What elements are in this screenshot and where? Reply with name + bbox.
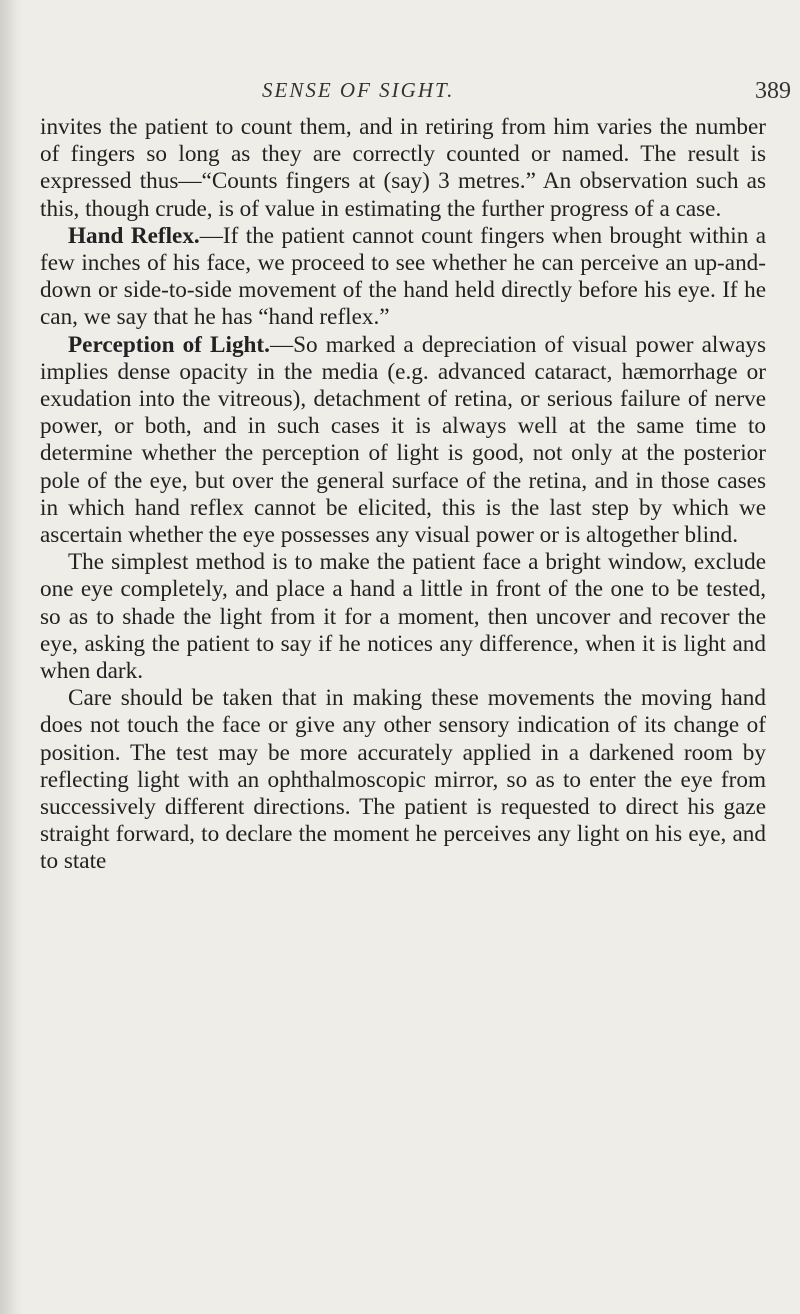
running-title: SENSE OF SIGHT.: [262, 78, 455, 102]
section-heading-hand-reflex: Hand Reflex.: [68, 222, 200, 249]
running-head: [0, 72, 800, 112]
page-edge-shadow: [0, 0, 22, 1314]
paragraph-hand-reflex: [40, 223, 766, 332]
paragraph-continuation: [40, 114, 766, 223]
page-number: 389: [755, 78, 791, 104]
body-text: [40, 114, 766, 876]
section-heading-perception-of-light: Perception of Light.: [68, 331, 270, 358]
paragraph-text: invites the patient to count them, and in retiring from him varies the number of fingers so long as they are correctly counted or named. The result is expressed thus—“Counts fingers at (say) 3 metres.” An observation such as this, though crude, is of value in estimating the further progress of a case.: [40, 114, 766, 222]
paragraph-text: —So marked a depreciation of visual power always implies dense opacity in the media (e.g. advanced cataract, hæmorrhage or exudation into the vitreous), detachment of retina, or serious failure of nerve power, or both, and in such cases it is always well at the same time to determine whether the perception of light is good, not only at the posterior pole of the eye, but over the general surface of the retina, and in those cases in which hand reflex cannot be elicited, this is the last step by which we ascertain whether the eye possesses any visual power or is altogether blind.: [40, 331, 766, 549]
paragraph-text: The simplest method is to make the patient face a bright window, exclude one eye completely, and place a hand a little in front of the one to be tested, so as to shade the light from it for a moment, then uncover and recover the eye, asking the patient to say if he notices any difference, when it is light and when dark.: [40, 549, 766, 685]
paragraph-text: Care should be taken that in making these movements the moving hand does not touch the face or give any other sensory indication of its change of position. The test may be more accurately applied in a darkened room by reflecting light with an ophthalmoscopic mirror, so as to enter the eye from successively different directions. The patient is requested to direct his gaze straight forward, to declare the moment he perceives any light on his eye, and to state: [40, 685, 766, 875]
paragraph-simplest-method: [40, 549, 766, 685]
paragraph-perception-of-light: [40, 332, 766, 550]
paragraph-care: [40, 685, 766, 875]
paragraph-text: —If the patient cannot count fingers when brought within a few inches of his face, we proceed to see whether he can perceive an up-and-down or side-to-side movement of the hand held directly before his eye. If he can, we say that he has “hand reflex.”: [40, 222, 766, 331]
